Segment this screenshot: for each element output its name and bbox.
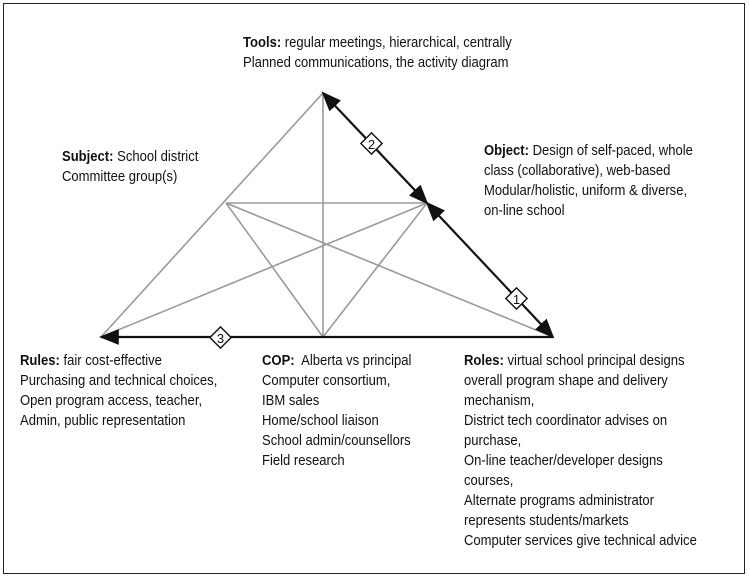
rules-heading: Rules: bbox=[20, 353, 60, 369]
object-line-2: class (collaborative), web-based bbox=[484, 163, 671, 179]
inner-right-line bbox=[323, 203, 427, 337]
cop-line-4: Home/school liaison bbox=[262, 413, 379, 429]
tools-line-2: Planned communications, the activity diagram bbox=[243, 55, 509, 71]
roles-line-1: Roles: virtual school principal designs bbox=[464, 353, 685, 369]
roles-line-4: District tech coordinator advises on bbox=[464, 413, 668, 429]
roles-block bbox=[464, 351, 697, 551]
roles-line-7: courses, bbox=[464, 473, 514, 489]
tools-line-1: Tools: regular meetings, hierarchical, centrally bbox=[243, 35, 512, 51]
cop-line-2: Computer consortium, bbox=[262, 373, 391, 389]
left-edge bbox=[101, 93, 323, 337]
subject-block bbox=[62, 147, 198, 187]
roles-line-8: Alternate programs administrator bbox=[464, 493, 655, 509]
subject-line-2: Committee group(s) bbox=[62, 169, 178, 185]
object-block bbox=[484, 141, 693, 221]
rules-line-1: Rules: fair cost-effective bbox=[20, 353, 162, 369]
object-heading: Object: bbox=[484, 143, 529, 159]
roles-line-6: On-line teacher/developer designs bbox=[464, 453, 663, 469]
rules-block bbox=[20, 351, 217, 431]
rules-line-3: Open program access, teacher, bbox=[20, 393, 203, 409]
marker-3-label: 3 bbox=[216, 331, 225, 346]
tools-heading: Tools: bbox=[243, 35, 282, 51]
roles-heading: Roles: bbox=[464, 353, 504, 369]
tools-block bbox=[243, 33, 512, 73]
marker-1-label: 1 bbox=[512, 292, 521, 307]
cop-line-3: IBM sales bbox=[262, 393, 320, 409]
median-to-left bbox=[101, 203, 427, 337]
roles-line-10: Computer services give technical advice bbox=[464, 533, 697, 549]
object-line-4: on-line school bbox=[484, 203, 565, 219]
subject-heading: Subject: bbox=[62, 149, 114, 165]
roles-line-5: purchase, bbox=[464, 433, 522, 449]
marker-3 bbox=[210, 327, 231, 348]
cop-line-5: School admin/counsellors bbox=[262, 433, 411, 449]
roles-line-9: represents students/markets bbox=[464, 513, 629, 529]
cop-line-1: COP: Alberta vs principal bbox=[262, 353, 412, 369]
rules-line-2: Purchasing and technical choices, bbox=[20, 373, 218, 389]
arrow-object-roles bbox=[427, 203, 553, 337]
subject-line-1: Subject: School district bbox=[62, 149, 199, 165]
cop-heading: COP: bbox=[262, 353, 295, 369]
rules-line-4: Admin, public representation bbox=[20, 413, 186, 429]
roles-line-3: mechanism, bbox=[464, 393, 535, 409]
object-line-3: Modular/holistic, uniform & diverse, bbox=[484, 183, 688, 199]
cop-line-6: Field research bbox=[262, 453, 345, 469]
marker-2-label: 2 bbox=[367, 137, 376, 152]
roles-line-2: overall program shape and delivery bbox=[464, 373, 668, 389]
cop-block bbox=[262, 351, 411, 471]
object-line-1: Object: Design of self-paced, whole bbox=[484, 143, 693, 159]
